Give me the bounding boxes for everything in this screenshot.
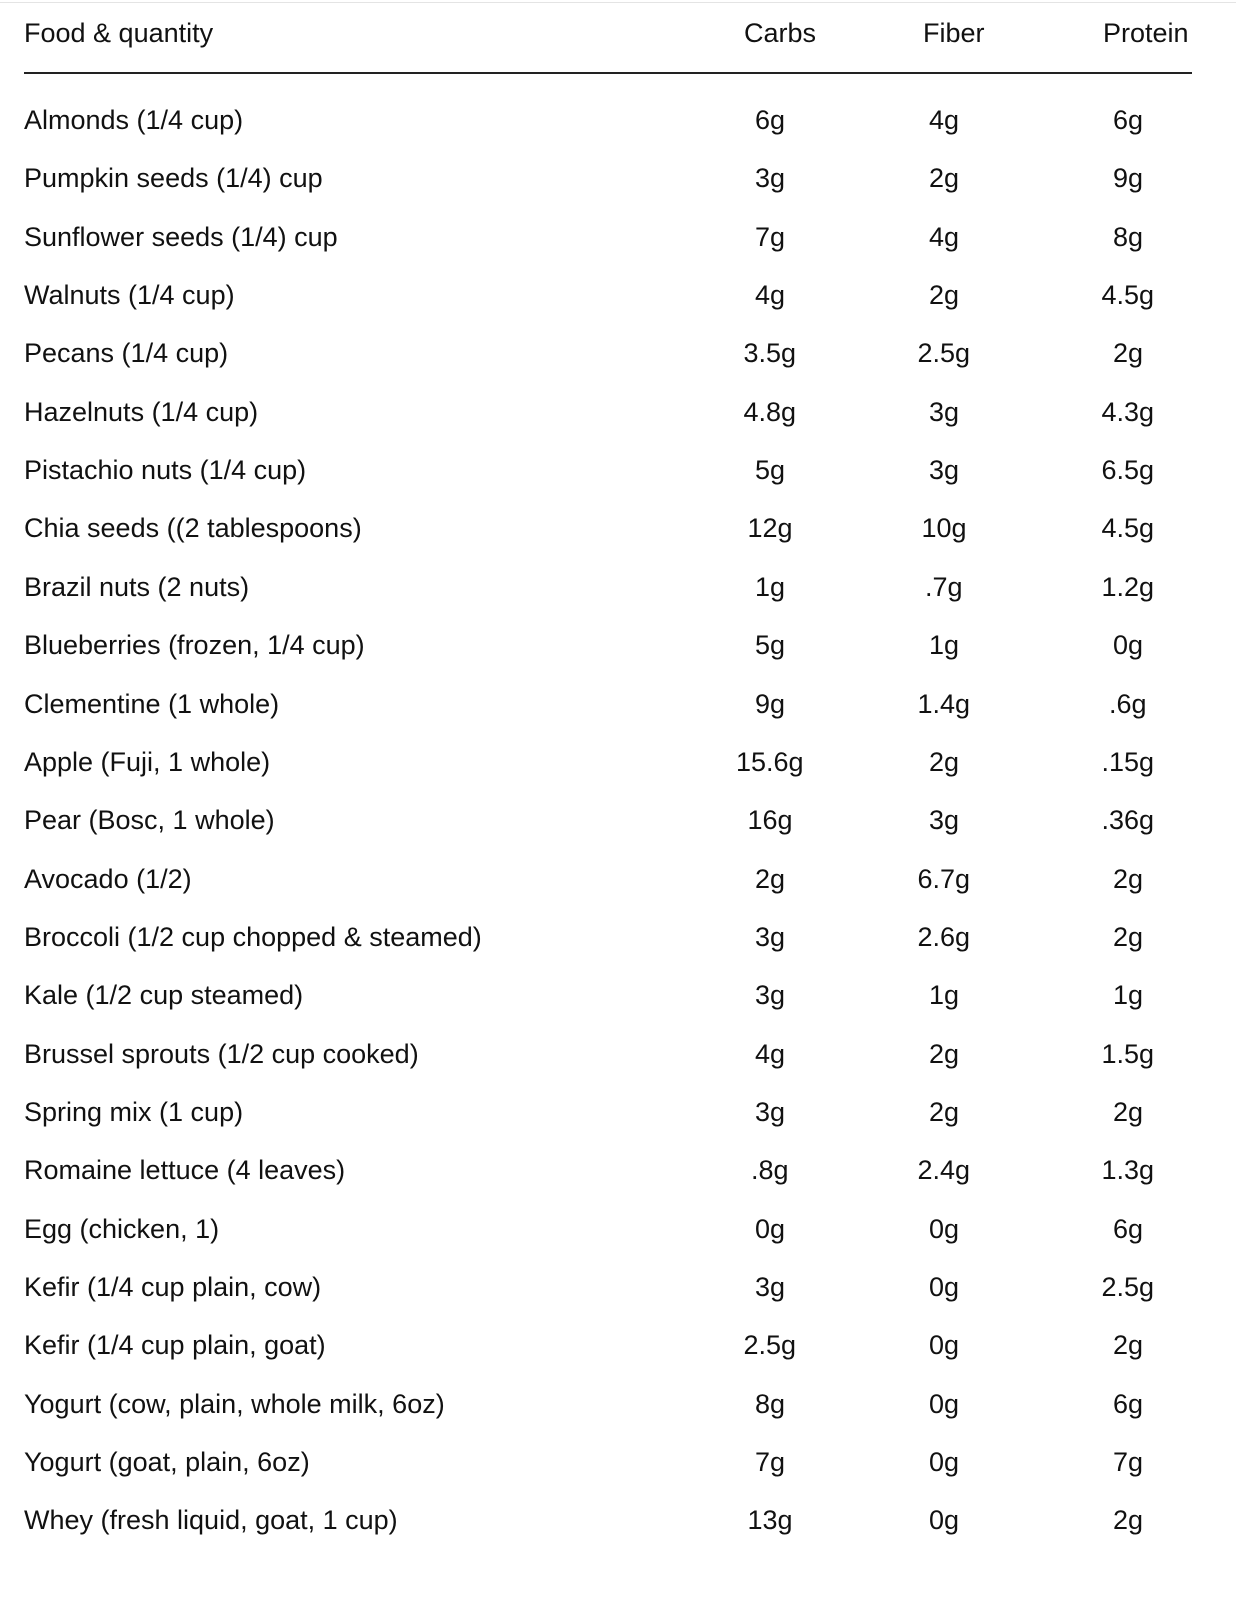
cell-carbs: 0g bbox=[755, 1213, 786, 1244]
cell-food: Almonds (1/4 cup) bbox=[24, 105, 244, 135]
cell-food: Broccoli (1/2 cup chopped & steamed) bbox=[24, 921, 482, 952]
cell-carbs: 3g bbox=[755, 921, 786, 952]
column-header-fiber: Fiber bbox=[923, 18, 985, 48]
cell-fiber: 4g bbox=[929, 105, 960, 135]
cell-protein: 1g bbox=[1113, 980, 1144, 1011]
table-row bbox=[0, 570, 1236, 610]
table-row bbox=[0, 220, 1236, 260]
cell-food: Yogurt (cow, plain, whole milk, 6oz) bbox=[24, 1388, 445, 1419]
cell-protein: .6g bbox=[1109, 688, 1147, 719]
cell-food: Spring mix (1 cup) bbox=[24, 1097, 244, 1127]
cell-protein: 6g bbox=[1113, 1213, 1144, 1244]
cell-carbs: 13g bbox=[747, 1505, 793, 1536]
cell-fiber: 3g bbox=[929, 455, 960, 486]
cell-protein: 4.5g bbox=[1101, 513, 1155, 544]
cell-carbs: 2g bbox=[755, 863, 786, 894]
cell-protein: 6.5g bbox=[1101, 455, 1155, 486]
cell-carbs: 16g bbox=[747, 805, 793, 836]
table-row bbox=[0, 978, 1236, 1018]
cell-carbs: 3g bbox=[755, 980, 786, 1011]
cell-protein: 6g bbox=[1113, 105, 1144, 135]
cell-food: Yogurt (goat, plain, 6oz) bbox=[24, 1447, 310, 1477]
cell-protein: 9g bbox=[1113, 163, 1144, 194]
cell-fiber: 2g bbox=[929, 1038, 960, 1069]
cell-carbs: 9g bbox=[755, 688, 786, 719]
cell-fiber: 2g bbox=[929, 280, 960, 311]
cell-protein: 2g bbox=[1113, 863, 1144, 894]
cell-carbs: 3g bbox=[755, 1272, 786, 1302]
cell-food: Brazil nuts (2 nuts) bbox=[24, 571, 250, 602]
cell-fiber: 2g bbox=[929, 1097, 960, 1127]
cell-protein: .15g bbox=[1101, 746, 1155, 777]
table-row bbox=[0, 453, 1236, 493]
cell-food: Brussel sprouts (1/2 cup cooked) bbox=[24, 1038, 419, 1069]
cell-fiber: 0g bbox=[929, 1330, 960, 1361]
cell-protein: 2g bbox=[1113, 338, 1144, 369]
cell-carbs: 1g bbox=[755, 571, 786, 602]
table-row bbox=[0, 687, 1236, 727]
table-row bbox=[0, 278, 1236, 318]
cell-food: Apple (Fuji, 1 whole) bbox=[24, 746, 271, 777]
table-row bbox=[0, 1503, 1236, 1543]
cell-carbs: 3g bbox=[755, 1097, 786, 1127]
cell-protein: 2.5g bbox=[1101, 1272, 1155, 1302]
cell-fiber: 6.7g bbox=[917, 863, 971, 894]
cell-protein: 2g bbox=[1113, 1097, 1144, 1127]
cell-carbs: 3.5g bbox=[743, 338, 797, 369]
table-row bbox=[0, 511, 1236, 551]
cell-protein: 8g bbox=[1113, 221, 1144, 252]
cell-carbs: .8g bbox=[751, 1155, 789, 1186]
cell-protein: 6g bbox=[1113, 1388, 1144, 1419]
table-row bbox=[0, 161, 1236, 201]
cell-protein: 1.2g bbox=[1101, 571, 1155, 602]
cell-food: Avocado (1/2) bbox=[24, 863, 192, 894]
table-row bbox=[0, 920, 1236, 960]
cell-food: Pumpkin seeds (1/4) cup bbox=[24, 163, 323, 194]
table-row bbox=[0, 745, 1236, 785]
cell-food: Pear (Bosc, 1 whole) bbox=[24, 805, 275, 836]
cell-fiber: 0g bbox=[929, 1388, 960, 1419]
cell-fiber: 2g bbox=[929, 163, 960, 194]
cell-carbs: 6g bbox=[755, 105, 786, 135]
cell-food: Clementine (1 whole) bbox=[24, 688, 280, 719]
cell-protein: 7g bbox=[1113, 1447, 1144, 1477]
table-row bbox=[0, 628, 1236, 668]
cell-food: Whey (fresh liquid, goat, 1 cup) bbox=[24, 1505, 398, 1536]
cell-protein: .36g bbox=[1101, 805, 1155, 836]
cell-fiber: 2.5g bbox=[917, 338, 971, 369]
cell-fiber: 2.4g bbox=[917, 1155, 971, 1186]
cell-carbs: 8g bbox=[755, 1388, 786, 1419]
cell-carbs: 7g bbox=[755, 221, 786, 252]
cell-protein: 4.5g bbox=[1101, 280, 1155, 311]
table-row bbox=[0, 1153, 1236, 1193]
table-row bbox=[0, 103, 1236, 143]
cell-protein: 1.3g bbox=[1101, 1155, 1155, 1186]
column-header-protein: Protein bbox=[1103, 18, 1189, 48]
cell-food: Egg (chicken, 1) bbox=[24, 1213, 220, 1244]
cell-carbs: 2.5g bbox=[743, 1330, 797, 1361]
cell-food: Chia seeds ((2 tablespoons) bbox=[24, 513, 362, 544]
column-header-food: Food & quantity bbox=[24, 18, 214, 48]
cell-carbs: 7g bbox=[755, 1447, 786, 1477]
cell-food: Hazelnuts (1/4 cup) bbox=[24, 396, 259, 427]
cell-fiber: 1.4g bbox=[917, 688, 971, 719]
cell-food: Kefir (1/4 cup plain, cow) bbox=[24, 1272, 322, 1302]
cell-carbs: 15.6g bbox=[736, 746, 804, 777]
table-row bbox=[0, 336, 1236, 376]
table-row bbox=[0, 1270, 1236, 1310]
cell-fiber: 1g bbox=[929, 630, 960, 661]
table-row bbox=[0, 1095, 1236, 1135]
cell-fiber: 3g bbox=[929, 805, 960, 836]
cell-protein: 0g bbox=[1113, 630, 1144, 661]
cell-protein: 4.3g bbox=[1101, 396, 1155, 427]
cell-fiber: 4g bbox=[929, 221, 960, 252]
cell-protein: 2g bbox=[1113, 921, 1144, 952]
cell-fiber: 0g bbox=[929, 1505, 960, 1536]
cell-food: Pistachio nuts (1/4 cup) bbox=[24, 455, 307, 486]
cell-food: Blueberries (frozen, 1/4 cup) bbox=[24, 630, 365, 661]
cell-carbs: 3g bbox=[755, 163, 786, 194]
table-row bbox=[0, 395, 1236, 435]
cell-fiber: .7g bbox=[925, 571, 963, 602]
table-row bbox=[0, 1212, 1236, 1252]
cell-fiber: 2g bbox=[929, 746, 960, 777]
table-row bbox=[0, 1328, 1236, 1368]
cell-food: Kale (1/2 cup steamed) bbox=[24, 980, 304, 1011]
cell-fiber: 3g bbox=[929, 396, 960, 427]
cell-food: Walnuts (1/4 cup) bbox=[24, 280, 235, 311]
cell-food: Kefir (1/4 cup plain, goat) bbox=[24, 1330, 326, 1361]
cell-fiber: 10g bbox=[921, 513, 967, 544]
cell-carbs: 4g bbox=[755, 280, 786, 311]
cell-carbs: 4g bbox=[755, 1038, 786, 1069]
column-header-carbs: Carbs bbox=[744, 18, 817, 48]
cell-carbs: 4.8g bbox=[743, 396, 797, 427]
table-row bbox=[0, 1037, 1236, 1077]
table-row bbox=[0, 1387, 1236, 1427]
cell-protein: 1.5g bbox=[1101, 1038, 1155, 1069]
cell-fiber: 1g bbox=[929, 980, 960, 1011]
cell-fiber: 0g bbox=[929, 1213, 960, 1244]
cell-fiber: 2.6g bbox=[917, 921, 971, 952]
table-row bbox=[0, 803, 1236, 843]
cell-food: Sunflower seeds (1/4) cup bbox=[24, 221, 338, 252]
cell-carbs: 5g bbox=[755, 455, 786, 486]
cell-protein: 2g bbox=[1113, 1330, 1144, 1361]
cell-carbs: 5g bbox=[755, 630, 786, 661]
table-row bbox=[0, 862, 1236, 902]
cell-fiber: 0g bbox=[929, 1447, 960, 1477]
cell-food: Pecans (1/4 cup) bbox=[24, 338, 229, 369]
cell-fiber: 0g bbox=[929, 1272, 960, 1302]
table-row bbox=[0, 1445, 1236, 1485]
cell-protein: 2g bbox=[1113, 1505, 1144, 1536]
cell-carbs: 12g bbox=[747, 513, 793, 544]
cell-food: Romaine lettuce (4 leaves) bbox=[24, 1155, 346, 1186]
